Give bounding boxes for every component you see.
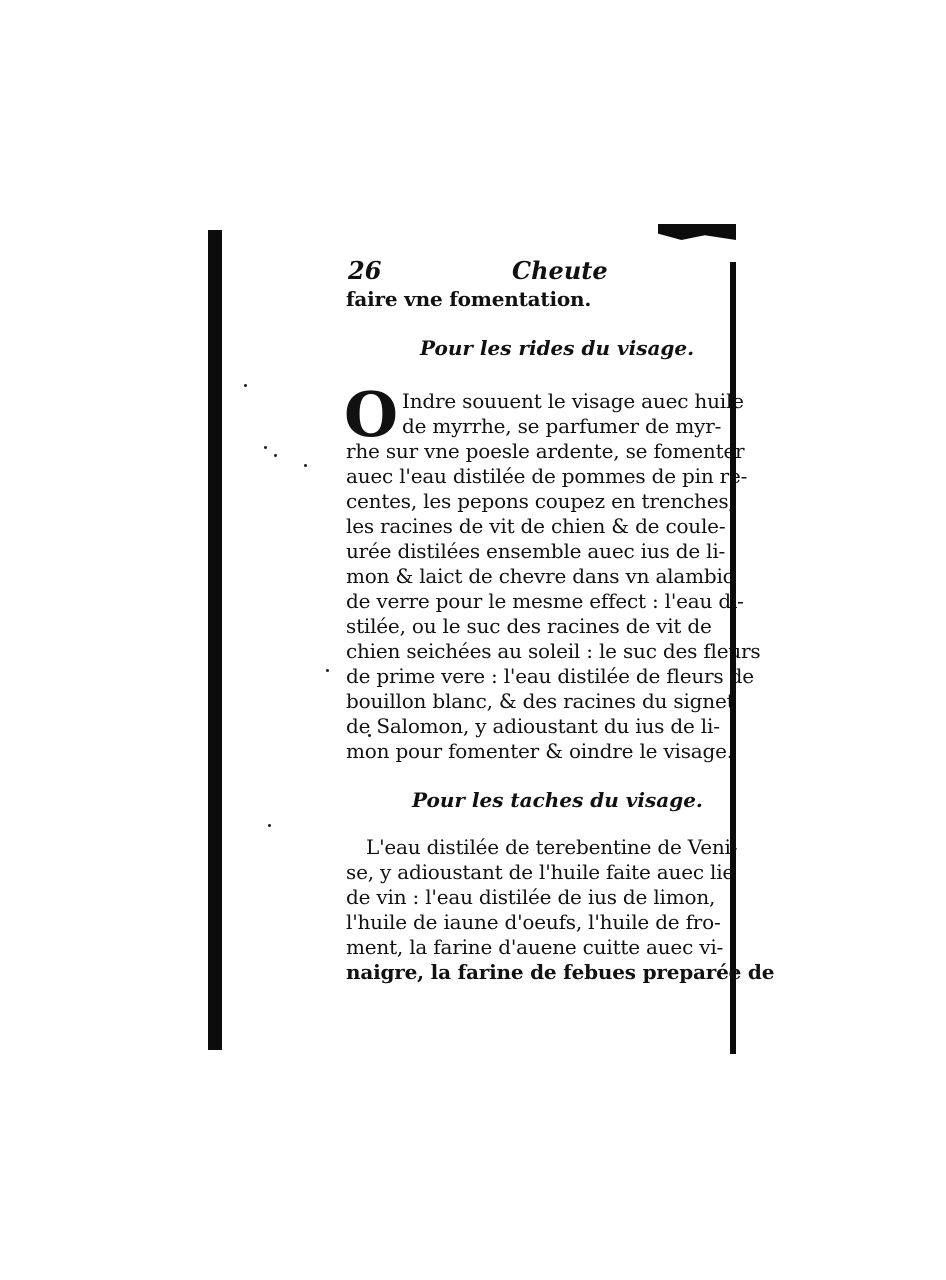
paragraph-line: centes, les pepons coupez en trenches, [346, 489, 735, 513]
ink-speck [264, 446, 267, 449]
scanned-page [208, 224, 775, 1054]
paragraph-line: chien seichées au soleil : le suc des fleurs [346, 639, 761, 663]
ink-speck [304, 464, 307, 467]
drop-cap: O [344, 378, 399, 451]
paragraph-line: de Salomon, y adioustant du ius de li- [346, 714, 720, 738]
paragraph-line: rhe sur vne poesle ardente, se fomenter [346, 439, 745, 463]
paragraph-line: Indre souuent le visage auec huile [402, 389, 744, 413]
paragraph-line: de vin : l'eau distilée de ius de limon, [346, 885, 716, 909]
page-number: 26 [348, 256, 382, 285]
paragraph-line: les racines de vit de chien & de coule- [346, 514, 726, 538]
running-head [348, 256, 608, 288]
paragraph-line: mon & laict de chevre dans vn alambic [346, 564, 734, 588]
ink-speck [274, 454, 277, 457]
paragraph-line: urée distilées ensemble auec ius de li- [346, 539, 726, 563]
paragraph-line: stilée, ou le suc des racines de vit de [346, 614, 712, 638]
paragraph-line: L'eau distilée de terebentine de Veni- [366, 835, 738, 859]
ink-speck [244, 384, 247, 387]
ink-speck [326, 669, 329, 672]
paragraph-line: auec l'eau distilée de pommes de pin re- [346, 464, 748, 488]
paragraph-line: mon pour fomenter & oindre le visage. [346, 739, 733, 763]
page-top-blot [658, 224, 736, 240]
paragraph-line: naigre, la farine de febues preparée de [346, 960, 775, 984]
ink-speck [268, 824, 271, 827]
intro-line: faire vne fomentation. [346, 287, 592, 311]
paragraph-line: de prime vere : l'eau distilée de fleurs de [346, 664, 754, 688]
section-heading-rides: Pour les rides du visage. [420, 336, 695, 360]
paragraph-line: de verre pour le mesme effect : l'eau di- [346, 589, 744, 613]
paragraph-line: l'huile de iaune d'oeufs, l'huile de fro- [346, 910, 721, 934]
paragraph-line: de myrrhe, se parfumer de myr- [402, 414, 722, 438]
running-title: Cheute [512, 256, 608, 285]
paragraph-line: bouillon blanc, & des racines du signet [346, 689, 735, 713]
page-left-shadow [208, 230, 222, 1050]
paragraph-line: se, y adioustant de l'huile faite auec lie [346, 860, 735, 884]
paragraph-line: ment, la farine d'auene cuitte auec vi- [346, 935, 724, 959]
section-heading-taches: Pour les taches du visage. [412, 788, 703, 812]
